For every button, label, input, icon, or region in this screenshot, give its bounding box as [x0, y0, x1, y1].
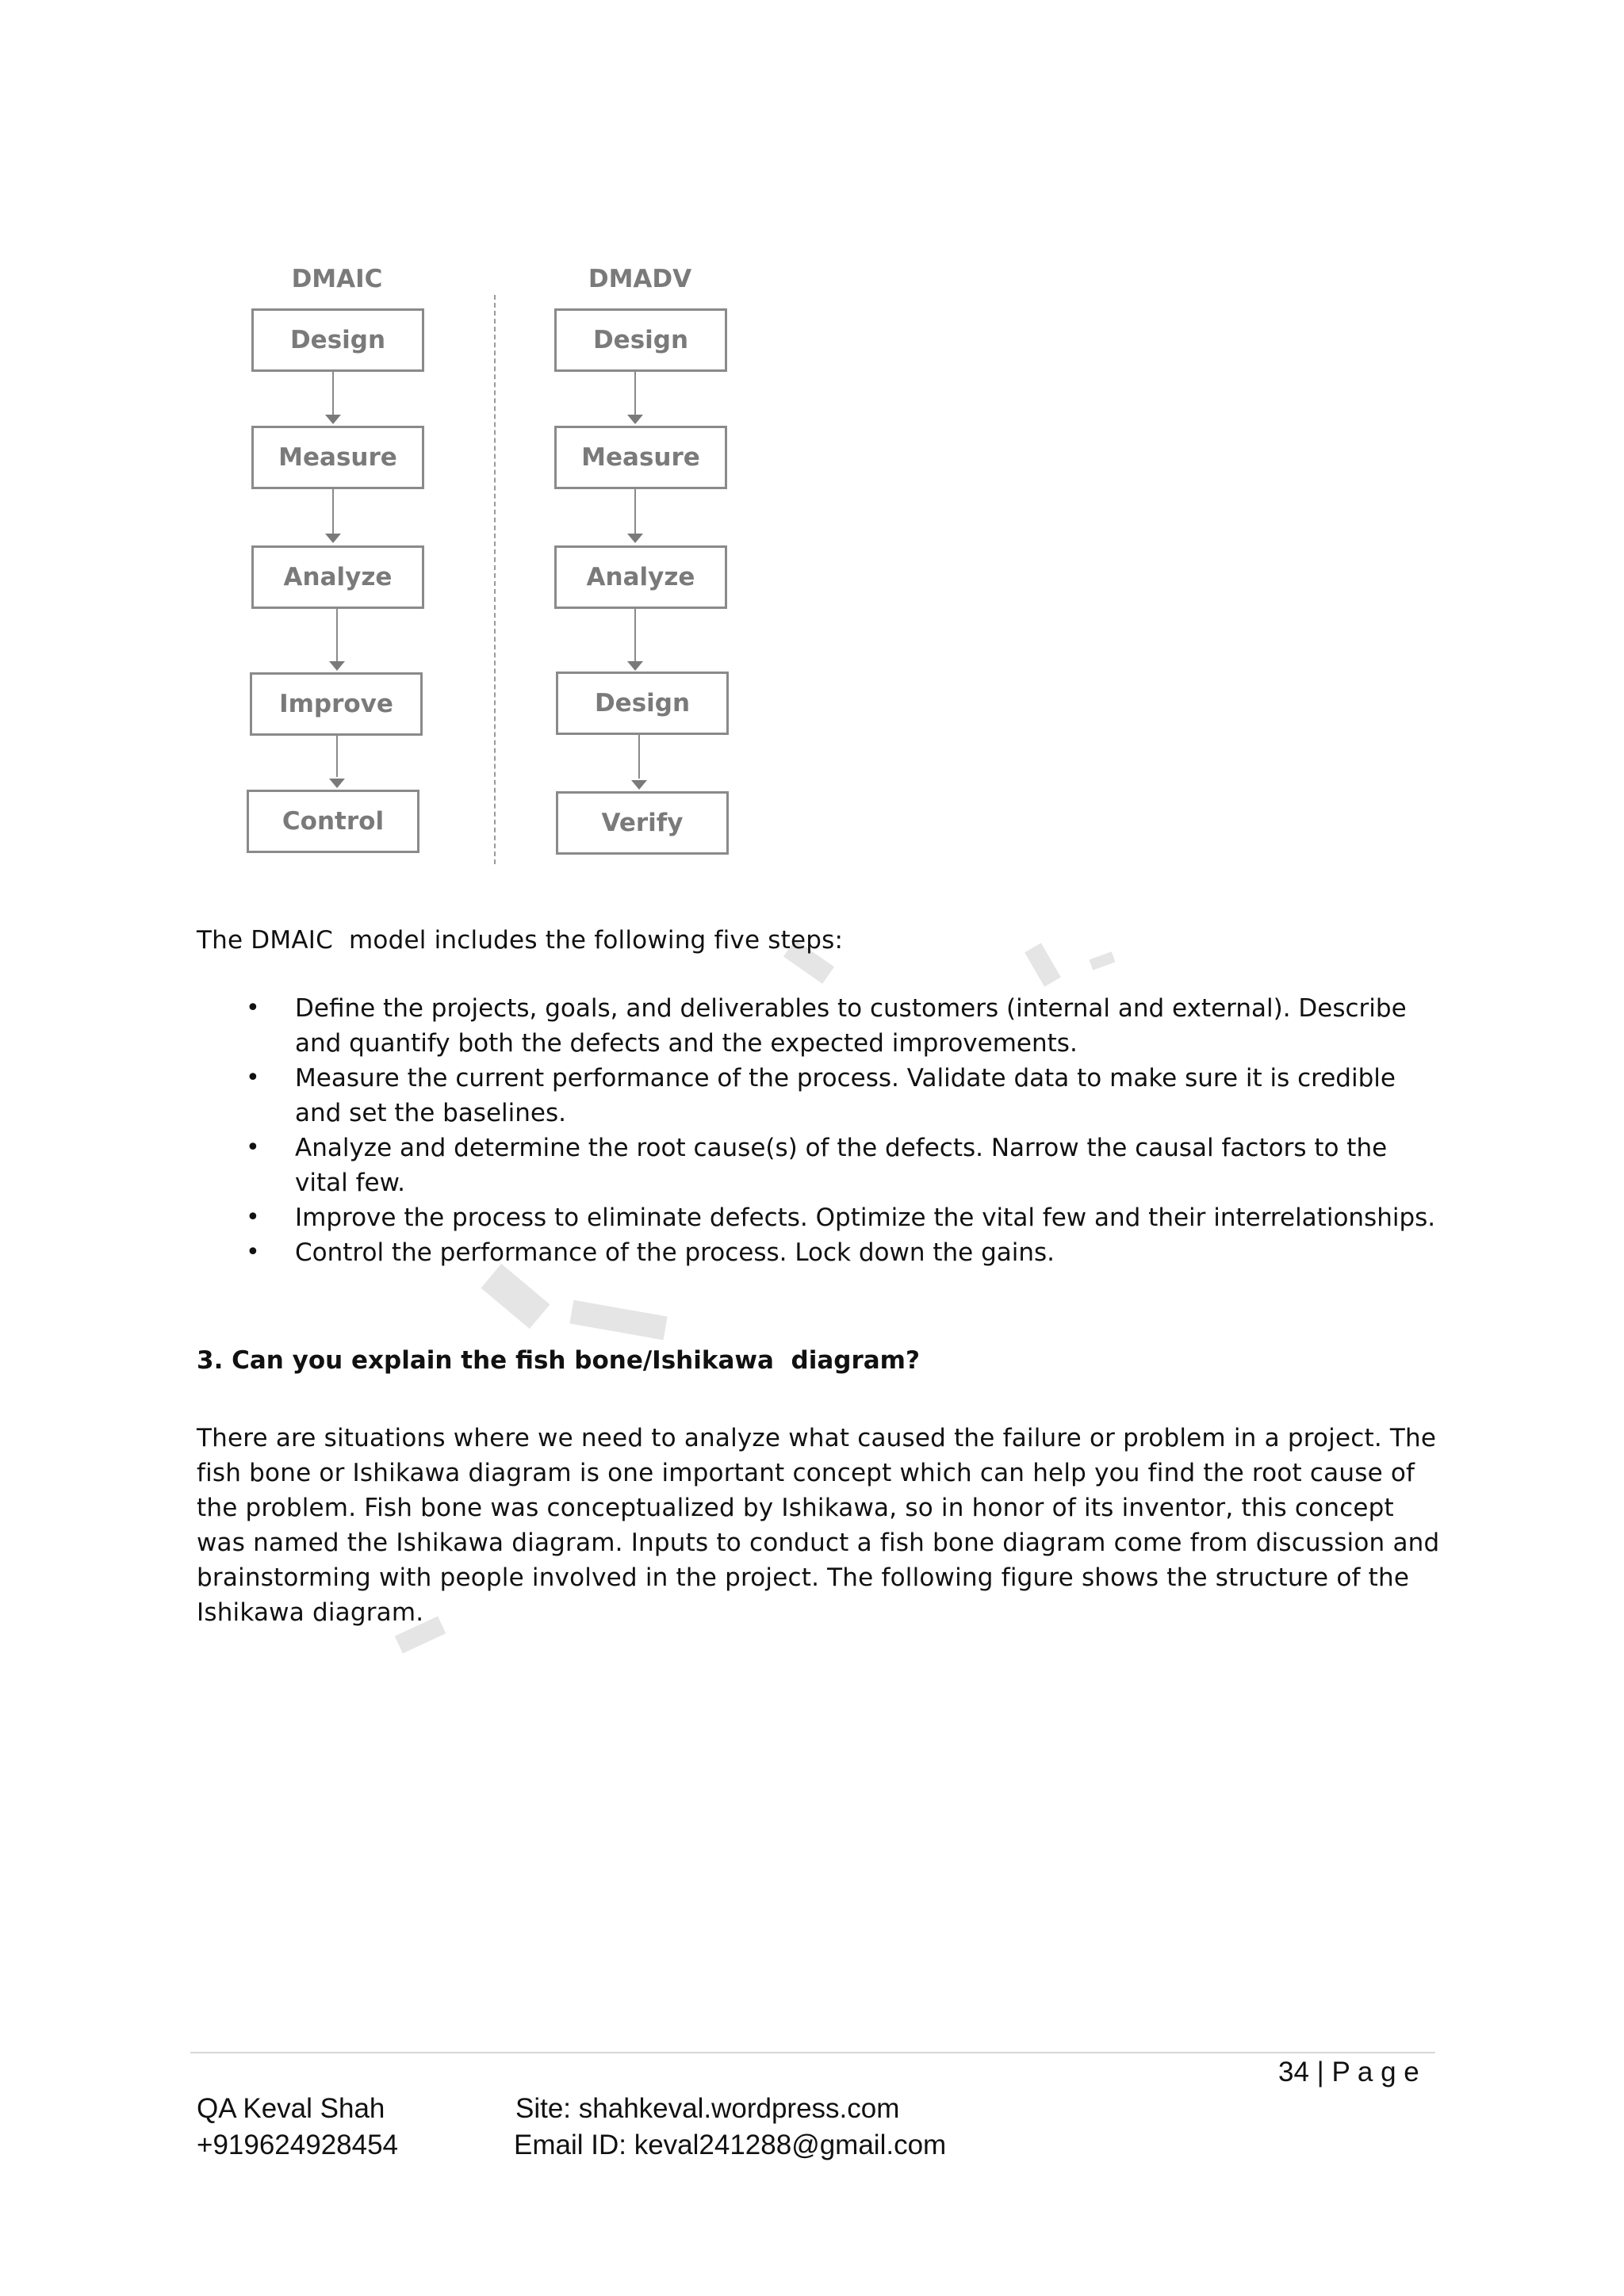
- arrow-down-icon: [627, 534, 643, 543]
- question-heading: 3. Can you explain the fish bone/Ishikawa diagram?: [197, 1346, 920, 1375]
- arrow-down-icon: [325, 415, 341, 424]
- email-link[interactable]: Email ID: keval241288@gmail.com: [514, 2130, 947, 2160]
- arrow-down-icon: [329, 779, 345, 788]
- site-link[interactable]: Site: shahkeval.wordpress.com: [515, 2093, 900, 2124]
- dmadv-connector: [634, 372, 636, 416]
- dmaic-intro: The DMAIC model includes the following five steps:: [197, 926, 844, 955]
- list-item: • Improve the process to eliminate defects. Optimize the vital few and their interrelationships.: [197, 1200, 1442, 1235]
- dmaic-step-box: Analyze: [251, 545, 424, 609]
- list-item: • Analyze and determine the root cause(s) of the defects. Narrow the causal factors to the vital few.: [197, 1131, 1442, 1200]
- dmadv-step-box: Verify: [556, 791, 729, 855]
- arrow-down-icon: [627, 415, 643, 424]
- diagram-divider: [494, 295, 496, 864]
- dmaic-title: DMAIC: [291, 265, 383, 293]
- dmadv-connector: [638, 735, 640, 779]
- dmaic-connector: [332, 372, 334, 416]
- dmaic-steps-list: [197, 991, 1442, 1270]
- dmadv-step-box: Design: [556, 672, 729, 735]
- dmadv-title: DMADV: [588, 265, 692, 293]
- arrow-down-icon: [329, 661, 345, 671]
- dmaic-connector: [336, 736, 338, 777]
- dmadv-step-box: Analyze: [554, 545, 727, 609]
- watermark: [569, 1300, 667, 1340]
- dmadv-step-box: Measure: [554, 426, 727, 489]
- watermark: [481, 1264, 550, 1329]
- dmadv-connector: [634, 609, 636, 661]
- author-phone: +919624928454: [197, 2130, 399, 2160]
- list-item: • Define the projects, goals, and deliverables to customers (internal and external). Describe and quantify both the defects and the expected improvements.: [197, 991, 1442, 1061]
- list-item: • Control the performance of the process. Lock down the gains.: [197, 1235, 1442, 1270]
- dmadv-step-box: Design: [554, 308, 727, 372]
- list-item: • Measure the current performance of the process. Validate data to make sure it is credible and set the baselines.: [197, 1061, 1442, 1131]
- dmaic-step-box: Design: [251, 308, 424, 372]
- arrow-down-icon: [631, 780, 647, 790]
- page-number: 34 | P a g e: [1278, 2057, 1419, 2087]
- dmaic-step-box: Improve: [250, 672, 423, 736]
- author-name: QA Keval Shah: [197, 2093, 385, 2124]
- dmaic-connector: [336, 609, 338, 661]
- dmadv-connector: [634, 489, 636, 535]
- answer-paragraph: There are situations where we need to analyze what caused the failure or problem in a project. The fish bone or Ishikawa diagram is one important concept which can help you find the root cause of the problem. Fish bone was conceptualized by Ishikawa, so in honor of its inventor, this concept was named the Ishikawa diagram. Inputs to conduct a fish bone diagram come from discussion and brainstorming with people involved in the project. The following figure shows the structure of the Ishikawa diagram.: [197, 1424, 1440, 1627]
- dmaic-step-box: Control: [247, 790, 419, 853]
- arrow-down-icon: [627, 661, 643, 671]
- dmaic-connector: [332, 489, 334, 535]
- arrow-down-icon: [325, 534, 341, 543]
- footer-divider: [190, 2052, 1435, 2053]
- dmaic-step-box: Measure: [251, 426, 424, 489]
